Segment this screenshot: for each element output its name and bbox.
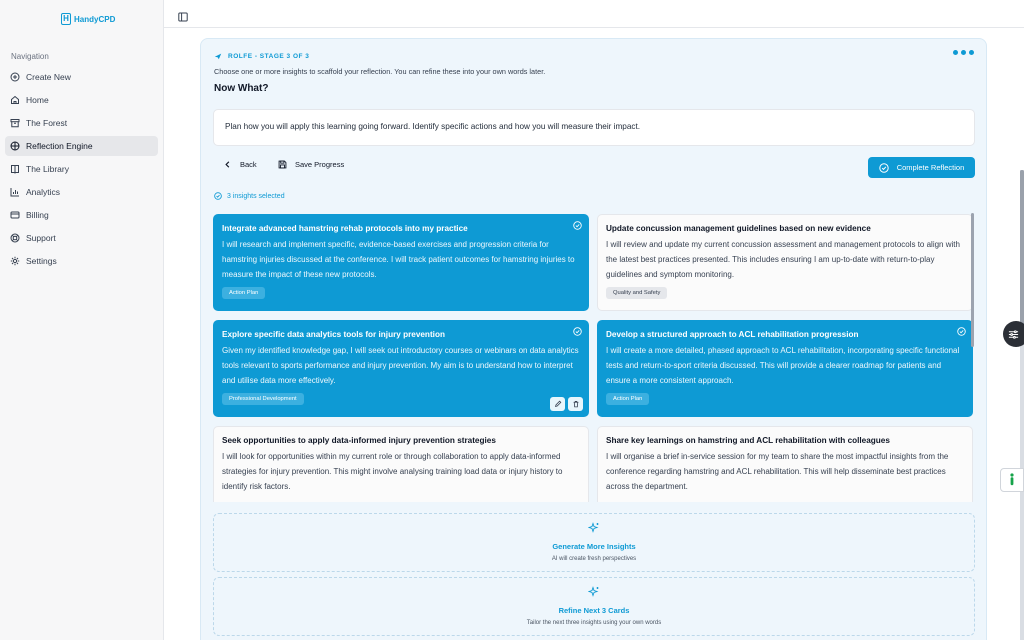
logo-icon: H [61, 13, 71, 25]
sidebar-item-label: Create New [26, 72, 71, 82]
sidebar-item-home[interactable] [5, 90, 158, 110]
page-title: Now What? [214, 83, 269, 94]
sidebar-item-the-forest[interactable] [5, 113, 158, 133]
card-body: I will research and implement specific, evidence-based exercises and progression criteria for hamstring injuries discussed at the conference. I will track patient outcomes for hamstring injuries to measure the impact of these new protocols. [222, 240, 575, 279]
generate-subtitle: AI will create fresh perspectives [551, 556, 637, 562]
sidebar-item-settings[interactable] [5, 251, 158, 271]
card-title: Integrate advanced hamstring rehab protocols into my practice [222, 224, 468, 233]
more-options-icon[interactable] [953, 50, 974, 55]
sidebar-item-analytics[interactable] [5, 182, 158, 202]
archive-icon [10, 118, 20, 128]
engine-icon [10, 141, 20, 151]
nav-heading: Navigation [11, 52, 49, 61]
insight-cards [213, 214, 973, 502]
stage-indicator [214, 52, 309, 60]
sidebar-item-label: Support [26, 233, 56, 243]
sidebar-item-label: The Library [26, 164, 69, 174]
insight-card[interactable] [597, 214, 973, 311]
back-button[interactable] [223, 160, 257, 169]
card-tag: Professional Development [222, 393, 304, 405]
complete-reflection-button[interactable] [868, 157, 975, 178]
sliders-icon [1008, 329, 1019, 340]
check-circle-icon [879, 163, 889, 173]
sidebar-item-label: The Forest [26, 118, 68, 128]
credit-card-icon [10, 210, 20, 220]
person-icon [1007, 473, 1017, 487]
card-body: I will review and update my current concussion assessment and management protocols to align with the latest best practices presented. This includes ensuring I am up-to-date with return-to-play guidelines and symptom monitoring. [606, 240, 960, 279]
card-body: I will look for opportunities within my current role or through collaboration to apply data-informed strategies for injury prevention. This might involve analysing training load data or injury history to identify risk factors. [222, 452, 563, 491]
save-icon [278, 160, 287, 169]
action-toolbar [213, 157, 975, 179]
edit-icon[interactable] [550, 397, 565, 411]
sidebar-item-label: Reflection Engine [26, 141, 93, 151]
card-title: Share key learnings on hamstring and ACL rehabilitation with colleagues [606, 436, 890, 445]
page-scrollbar[interactable] [1020, 170, 1024, 640]
accessibility-float-button[interactable] [1000, 468, 1024, 492]
sidebar-item-support[interactable] [5, 228, 158, 248]
sidebar-item-label: Analytics [26, 187, 61, 197]
stage-label: ROLFE - STAGE 3 OF 3 [228, 52, 310, 60]
save-label: Save Progress [295, 160, 345, 169]
card-actions [550, 397, 583, 411]
refine-next-cards-button[interactable] [213, 577, 975, 636]
app-logo[interactable] [61, 13, 115, 25]
selection-status [214, 192, 285, 200]
plane-icon [214, 52, 222, 60]
prompt-box: Plan how you will apply this learning going forward. Identify specific actions and how you will measure their impact. [213, 109, 975, 146]
sidebar-item-label: Settings [26, 256, 57, 266]
card-title: Seek opportunities to apply data-informed injury prevention strategies [222, 436, 496, 445]
sidebar-nav [5, 67, 158, 274]
top-bar [164, 0, 1024, 28]
card-body: I will create a more detailed, phased approach to ACL rehabilitation, incorporating specific functional tests and return-to-sport criteria discussed. This will provide a clearer roadmap for patients and ensure a more consistent approach. [606, 346, 960, 385]
sidebar-item-create-new[interactable] [5, 67, 158, 87]
plus-circle-icon [10, 72, 20, 82]
save-progress-button[interactable] [278, 160, 344, 169]
generate-title: Generate More Insights [552, 542, 636, 551]
check-circle-icon [573, 221, 582, 230]
card-tag: Quality and Safety [606, 287, 667, 299]
check-circle-icon [214, 192, 222, 200]
chevron-left-icon [223, 160, 232, 169]
reflection-panel [200, 38, 987, 640]
sparkles-icon [588, 586, 600, 598]
refine-title: Refine Next 3 Cards [558, 606, 630, 615]
back-label: Back [240, 160, 257, 169]
refine-subtitle: Tailor the next three insights using your own words [526, 620, 662, 626]
bar-chart-icon [10, 187, 20, 197]
home-icon [10, 95, 20, 105]
sidebar-item-label: Billing [26, 210, 49, 220]
insight-card[interactable] [597, 426, 973, 502]
stage-subtitle: Choose one or more insights to scaffold your reflection. You can refine these into your own words later. [214, 67, 546, 76]
card-title: Update concussion management guidelines based on new evidence [606, 224, 871, 233]
sidebar [0, 0, 164, 640]
check-circle-icon [957, 327, 966, 336]
generate-more-insights-button[interactable] [213, 513, 975, 572]
sparkles-icon [588, 522, 600, 534]
sidebar-item-label: Home [26, 95, 49, 105]
sidebar-item-billing[interactable] [5, 205, 158, 225]
card-body: Given my identified knowledge gap, I will seek out introductory courses or webinars on data analytics tools relevant to sports performance and injury prevention. My aim is to understand how to interpret and utilise data more effectively. [222, 346, 579, 385]
card-tag: Action Plan [606, 393, 649, 405]
sidebar-item-the-library[interactable] [5, 159, 158, 179]
settings-float-button[interactable] [1003, 321, 1024, 347]
check-circle-icon [573, 327, 582, 336]
sidebar-toggle-icon[interactable] [178, 9, 188, 19]
book-icon [10, 164, 20, 174]
sidebar-item-reflection-engine[interactable] [5, 136, 158, 156]
complete-label: Complete Reflection [896, 163, 965, 172]
card-title: Explore specific data analytics tools for injury prevention [222, 330, 445, 339]
page-scrollbar-thumb[interactable] [1020, 170, 1024, 340]
cards-scrollbar[interactable] [971, 213, 974, 347]
insight-card[interactable] [213, 214, 589, 311]
lifebuoy-icon [10, 233, 20, 243]
insight-card[interactable] [597, 320, 973, 417]
insight-card[interactable] [213, 426, 589, 502]
card-tag: Action Plan [222, 287, 265, 299]
card-body: I will organise a brief in-service session for my team to share the most impactful insights from the conference regarding hamstring and ACL rehabilitation. This will help disseminate best practices across the department. [606, 452, 949, 491]
app-name: HandyCPD [74, 14, 116, 24]
insight-card[interactable] [213, 320, 589, 417]
card-title: Develop a structured approach to ACL rehabilitation progression [606, 330, 859, 339]
trash-icon[interactable] [568, 397, 583, 411]
selected-count: 3 insights selected [227, 192, 285, 200]
gear-icon [10, 256, 20, 266]
